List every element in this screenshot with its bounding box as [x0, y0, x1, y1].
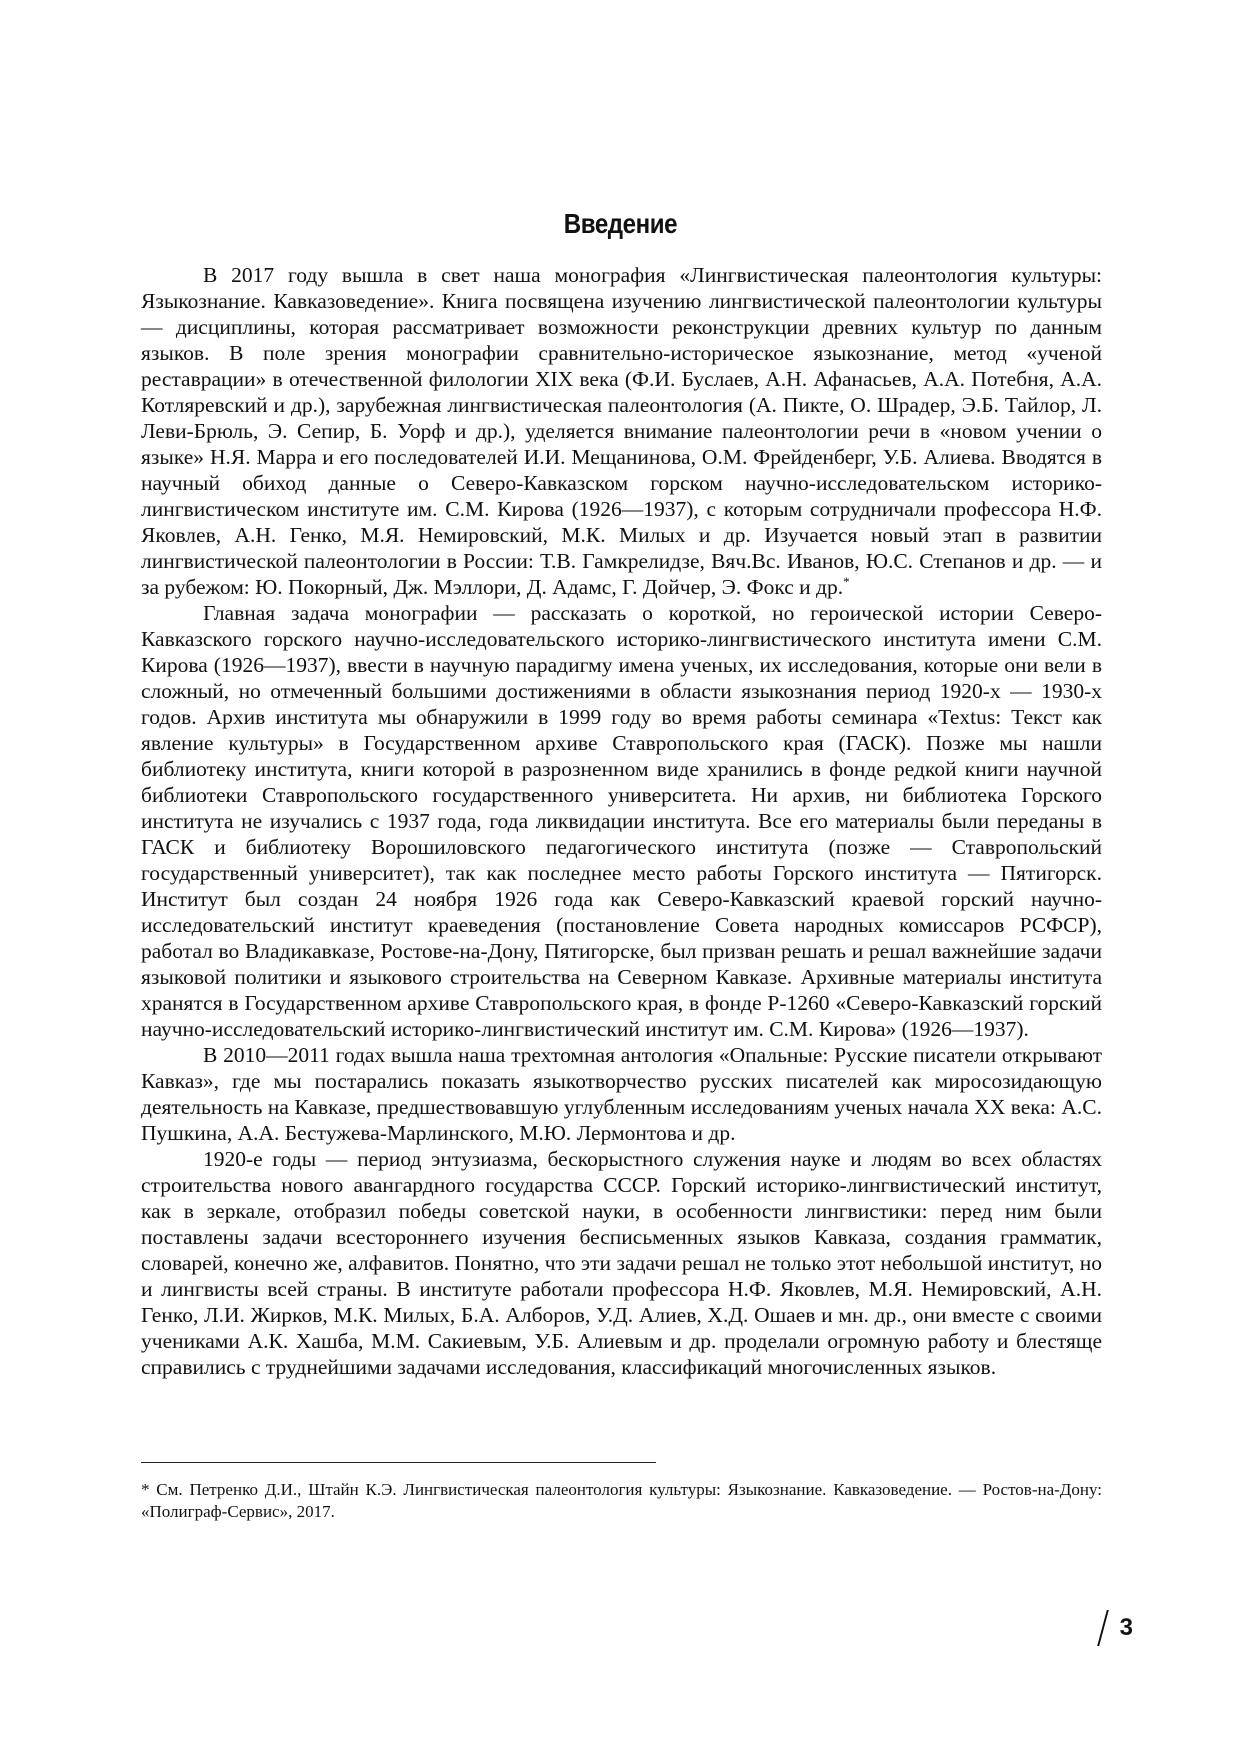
footnote: * См. Петренко Д.И., Штайн К.Э. Лингвистическая палеонтология культуры: Языкознание. Кавказоведение. — Ростов-на-Дону: «Полиграф-Сервис», 2017.	[141, 1480, 1102, 1521]
paragraph-1-text: В 2017 году вышла в свет наша монография «Лингвистическая палеонтология культуры: Языкознание. Кавказоведение». Книга посвящена изучению лингвистической палеонтологии культуры — дисциплины, которая рассматривает возможности реконструкции древних культур по данным языков. В поле зрения монографии сравнительно-историческое языкознание, метод «ученой реставрации» в отечественной филологии XIX века (Ф.И. Буслаев, А.Н. Афанасьев, А.А. Потебня, А.А. Котляревский и др.), зарубежная лингвистическая палеонтология (А. Пикте, О. Шрадер, Э.Б. Тайлор, Л. Леви-Брюль, Э. Сепир, Б. Уорф и др.), уделяется внимание палеонтологии речи в «новом учении о языке» Н.Я. Марра и его последователей И.И. Мещанинова, О.М. Фрейденберг, У.Б. Алиева. Вводятся в научный обиход данные о Северо-Кавказском горском научно-исследовательском историко-лингвистическом институте им. С.М. Кирова (1926—1937), с которым сотрудничали профессора Н.Ф. Яковлев, А.Н. Генко, М.Я. Немировский, М.К. Милых и др. Изучается новый этап в развитии лингвистической палеонтологии в России: Т.В. Гамкрелидзе, Вяч.Вс. Иванов, Ю.С. Степанов и др. — и за рубежом: Ю. Покорный, Дж. Мэллори, Д. Адамс, Г. Дойчер, Э. Фокс и др.	[141, 263, 1102, 599]
body-text	[141, 262, 1102, 1380]
paragraph-3: В 2010—2011 годах вышла наша трехтомная антология «Опальные: Русские писатели открывают Кавказ», где мы постарались показать языкотворчество русских писателей как миросозидающую деятельность на Кавказе, предшествовавшую углубленным исследованиям ученых начала XX века: А.С. Пушкина, А.А. Бестужева-Марлинского, М.Ю. Лермонтова и др.	[141, 1043, 1102, 1145]
page-number: 3	[1119, 1614, 1133, 1641]
paragraph-1	[141, 262, 1102, 600]
paragraph-2: Главная задача монографии — рассказать о короткой, но героической истории Северо-Кавказского горского научно-исследовательского историко-лингвистического института имени С.М. Кирова (1926—1937), ввести в научную парадигму имена ученых, их исследования, которые они вели в сложный, но отмеченный большими достижениями в области языкознания период 1920-х — 1930-х годов. Архив института мы обнаружили в 1999 году во время работы семинара «Textus: Текст как явление культуры» в Государственном архиве Ставропольского края (ГАСК). Позже мы нашли библиотеку института, книги которой в разрозненном виде хранились в фонде редкой книги научной библиотеки Ставропольского государственного университета. Ни архив, ни библиотека Горского института не изучались с 1937 года, года ликвидации института. Все его материалы были переданы в ГАСК и библиотеку Ворошиловского педагогического института (позже — Ставропольский государственный университет), так как последнее место работы Горского института — Пятигорск. Институт был создан 24 ноября 1926 года как Северо-Кавказский краевой горский научно-исследовательский институт краеведения (постановление Совета народных комиссаров РСФСР), работал во Владикавказе, Ростове-на-Дону, Пятигорске, был призван решать и решал важнейшие задачи языковой политики и языкового строительства на Северном Кавказе. Архивные материалы института хранятся в Государственном архиве Ставропольского края, в фонде Р-1260 «Северо-Кавказский горский научно-исследовательский историко-лингвистический институт им. С.М. Кирова» (1926—1937).	[141, 601, 1102, 1041]
footnote-reference: *	[843, 573, 850, 589]
page-title: Введение	[563, 208, 678, 239]
slash-divider-icon	[1097, 1610, 1109, 1646]
paragraph-4: 1920-е годы — период энтузиазма, бескорыстного служения науке и людям во всех областях строительства нового авангардного государства СССР. Горский историко-лингвистический институт, как в зеркале, отобразил победы советской науки, в особенности лингвистики: перед ним были поставлены задачи всестороннего изучения бесписьменных языков Кавказа, создания грамматик, словарей, конечно же, алфавитов. Понятно, что эти задачи решал не только этот небольшой институт, но и лингвисты всей страны. В институте работали профессора Н.Ф. Яковлев, М.Я. Немировский, А.Н. Генко, Л.И. Жирков, М.К. Милых, Б.А. Алборов, У.Д. Алиев, Х.Д. Ошаев и мн. др., они вместе с своими учениками А.К. Хашба, М.М. Сакиевым, У.Б. Алиевым и др. проделали огромную работу и блестяще справились с труднейшими задачами исследования, классификаций многочисленных языков.	[141, 1147, 1102, 1379]
footnote-divider	[141, 1462, 656, 1463]
page-number-block	[1102, 1610, 1133, 1646]
